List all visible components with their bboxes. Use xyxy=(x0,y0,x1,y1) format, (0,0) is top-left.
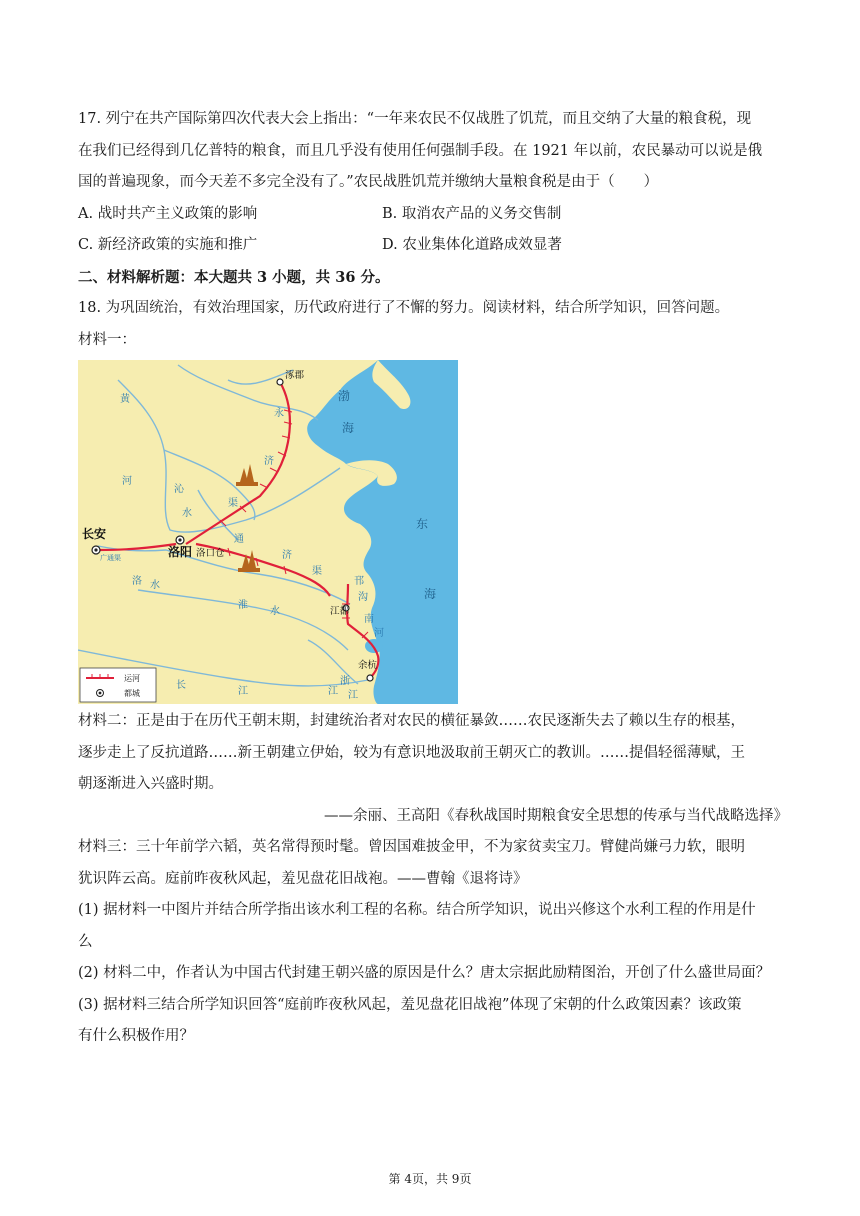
subquestion-2: (2) 材料二中，作者认为中国古代封建王朝兴盛的原因是什么？唐太宗据此励精图治，开创了什么盛世局面？ xyxy=(78,965,771,981)
subquestion-3-line-1: (3) 据材料三结合所学知识回答“庭前昨夜秋风起，羞见盘花旧战袍”体现了宋朝的什么政策因素？该政策 xyxy=(78,996,742,1013)
q18-intro: 18. 为巩固统治，有效治理国家，历代政府进行了不懈的努力。阅读材料，结合所学知识，回答问题。 xyxy=(78,300,730,316)
river-label: 江 xyxy=(238,686,248,697)
q17-option-b: B. 取消农产品的义务交售制 xyxy=(382,205,562,222)
page-footer: 第 4页，共 9页 xyxy=(388,1172,472,1186)
river-label: 水 xyxy=(182,508,192,519)
canal-map xyxy=(78,360,458,704)
river-label: 沁 xyxy=(174,484,184,495)
canal-map-svg xyxy=(78,360,458,704)
q17-line-3: 国的普遍现象，而今天差不多完全没有了。”农民战胜饥荒并缴纳大量粮食税是由于（ ） xyxy=(78,174,659,190)
capital-marker-dot xyxy=(94,548,97,551)
river-label: 黄 xyxy=(120,394,130,405)
river-label: 水 xyxy=(150,580,160,591)
city-label-jiangdu: 江都 xyxy=(330,606,350,617)
q17-option-d: D. 农业集体化道路成效显著 xyxy=(382,237,562,253)
river-label: 长 xyxy=(176,680,186,691)
river-label: 南 xyxy=(364,614,374,625)
q17-options-row-1 xyxy=(78,199,788,231)
city-marker xyxy=(277,379,283,385)
river-label: 广通渠 xyxy=(100,554,121,562)
sea-label: 海 xyxy=(424,587,437,601)
material-2-line-1: 材料二：正是由于在历代王朝末期，封建统治者对农民的横征暴敛……农民逐渐失去了赖以生存的根基， xyxy=(78,713,745,729)
river-label: 河 xyxy=(122,476,132,487)
subquestion-1-line-1: (1) 据材料一中图片并结合所学指出该水利工程的名称。结合所学知识，说出兴修这个水利工程的作用是什 xyxy=(78,902,756,918)
q17-option-c: C. 新经济政策的实施和推广 xyxy=(78,237,258,253)
section-2-heading: 二、材料解析题：本大题共 3 小题，共 36 分。 xyxy=(78,268,390,286)
city-label-zhuojun: 涿郡 xyxy=(285,370,305,381)
legend-capital-label: 都城 xyxy=(124,689,140,698)
city-marker xyxy=(367,675,373,681)
river-label: 邗 xyxy=(354,576,364,587)
material-1-label: 材料一： xyxy=(78,331,136,348)
material-2-citation: ——余丽、王高阳《春秋战国时期粮食安全思想的传承与当代战略选择》 xyxy=(324,807,788,824)
city-label-changan: 长安 xyxy=(82,527,107,541)
river-label: 水 xyxy=(270,606,280,617)
q17-option-a: A. 战时共产主义政策的影响 xyxy=(78,205,258,222)
sea-label: 东 xyxy=(416,517,429,531)
sea-label: 海 xyxy=(342,421,355,435)
river-label: 永 xyxy=(274,408,284,419)
sea-label: 渤 xyxy=(338,389,351,403)
river-label: 渠 xyxy=(228,498,238,509)
river-label: 渠 xyxy=(312,566,322,577)
river-label: 河 xyxy=(374,628,384,639)
river-label: 江 xyxy=(348,690,358,701)
subquestion-1-line-2: 么 xyxy=(78,933,93,950)
river-label: 济 xyxy=(264,456,274,467)
material-3-line-2: 犹识阵云高。庭前昨夜秋风起，羞见盘花旧战袍。——曹翰《退将诗》 xyxy=(78,870,528,887)
page-content xyxy=(78,104,788,1053)
river-label: 通 xyxy=(234,534,244,545)
material-3-line-1: 材料三：三十年前学六韬，英名常得预时髦。曾因国难披金甲，不为家贫卖宝刀。臂健尚嫌弓力软，眼明 xyxy=(78,839,745,855)
q17-options-row-2 xyxy=(78,230,788,262)
river-label: 江 xyxy=(328,686,338,697)
city-label-luoyang: 洛阳 xyxy=(168,545,193,559)
capital-marker-dot xyxy=(178,538,181,541)
subquestion-3-line-2: 有什么积极作用？ xyxy=(78,1028,194,1044)
river-label: 淮 xyxy=(238,600,248,611)
river-label: 沟 xyxy=(358,592,368,603)
q17-line-1: 17. 列宁在共产国际第四次代表大会上指出：“一年来农民不仅战胜了饥荒，而且交纳了大量的粮食税，现 xyxy=(78,111,752,127)
river-label: 浙 xyxy=(340,676,350,687)
river-label: 济 xyxy=(282,550,292,561)
material-2-line-3: 朝逐渐进入兴盛时期。 xyxy=(78,776,223,792)
material-2-line-2: 逐步走上了反抗道路……新王朝建立伊始，较为有意识地汲取前王朝灭亡的教训。……提倡轻徭薄赋，王 xyxy=(78,744,745,761)
q17-line-2: 在我们已经得到几亿普特的粮食，而且几乎没有使用任何强制手段。在 1921 年以前，农民暴动可以说是俄 xyxy=(78,142,763,159)
map-legend xyxy=(80,668,156,702)
legend-canal-label: 运河 xyxy=(124,674,140,683)
city-label-luokoucang: 洛口仓 xyxy=(196,548,225,559)
city-label-yuhang: 余杭 xyxy=(358,660,378,671)
river-label: 洛 xyxy=(132,576,142,587)
